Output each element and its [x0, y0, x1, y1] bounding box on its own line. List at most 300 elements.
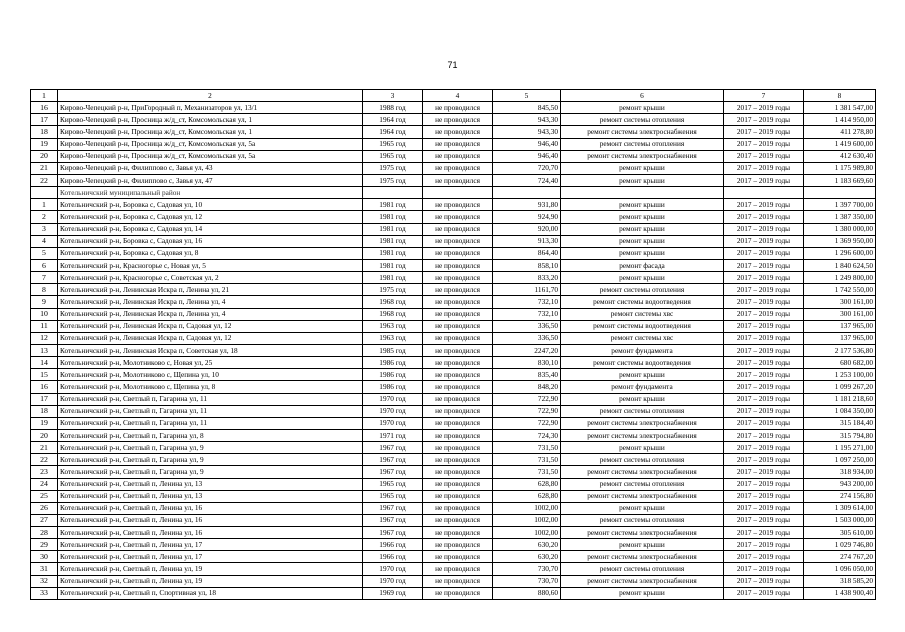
last-repair-cell: не проводился — [423, 454, 493, 466]
row-number-cell: 14 — [31, 357, 58, 369]
row-number-cell: 20 — [31, 150, 58, 162]
last-repair-cell: не проводился — [423, 150, 493, 162]
last-repair-cell: не проводился — [423, 259, 493, 271]
area-cell: 924,90 — [493, 211, 561, 223]
row-number-cell: 1 — [31, 199, 58, 211]
area-cell: 731,50 — [493, 466, 561, 478]
table-row — [31, 126, 876, 138]
period-cell: 2017 – 2019 годы — [724, 405, 804, 417]
period-cell: 2017 – 2019 годы — [724, 211, 804, 223]
row-number-cell: 17 — [31, 393, 58, 405]
period-cell: 2017 – 2019 годы — [724, 393, 804, 405]
table-row — [31, 138, 876, 150]
area-cell: 722,90 — [493, 393, 561, 405]
area-cell: 943,30 — [493, 114, 561, 126]
cost-cell: 315 794,80 — [804, 429, 876, 441]
cost-cell: 1 381 547,00 — [804, 102, 876, 114]
work-type-cell: ремонт крыши — [561, 162, 724, 174]
area-cell — [493, 187, 561, 199]
table-row — [31, 174, 876, 186]
area-cell: 845,50 — [493, 102, 561, 114]
build-year-cell: 1963 год — [363, 320, 423, 332]
area-cell: 848,20 — [493, 381, 561, 393]
last-repair-cell: не проводился — [423, 527, 493, 539]
section-header-row — [31, 187, 876, 199]
row-number-cell: 18 — [31, 405, 58, 417]
build-year-cell: 1967 год — [363, 527, 423, 539]
build-year-cell: 1985 год — [363, 344, 423, 356]
area-cell: 732,10 — [493, 308, 561, 320]
build-year-cell: 1963 год — [363, 332, 423, 344]
area-cell: 630,20 — [493, 539, 561, 551]
area-cell: 724,30 — [493, 429, 561, 441]
period-cell: 2017 – 2019 годы — [724, 138, 804, 150]
area-cell: 628,80 — [493, 478, 561, 490]
cost-cell: 1 253 100,00 — [804, 369, 876, 381]
address-cell: Котельничский р-н, Ленинская Искра п, Советская ул, 18 — [58, 344, 363, 356]
address-cell: Котельничский р-н, Светлый п, Ленина ул, 13 — [58, 478, 363, 490]
build-year-cell: 1981 год — [363, 259, 423, 271]
cost-cell: 1 096 050,00 — [804, 563, 876, 575]
row-number-cell: 16 — [31, 102, 58, 114]
work-type-cell: ремонт крыши — [561, 223, 724, 235]
cost-cell: 300 161,00 — [804, 296, 876, 308]
build-year-cell: 1968 год — [363, 308, 423, 320]
cost-cell: 300 161,00 — [804, 308, 876, 320]
work-type-cell: ремонт крыши — [561, 211, 724, 223]
work-type-cell: ремонт крыши — [561, 272, 724, 284]
area-cell: 2247,20 — [493, 344, 561, 356]
row-number-cell: 22 — [31, 454, 58, 466]
last-repair-cell: не проводился — [423, 405, 493, 417]
cost-cell: 1 840 624,50 — [804, 259, 876, 271]
last-repair-cell: не проводился — [423, 442, 493, 454]
area-cell: 732,10 — [493, 296, 561, 308]
work-type-cell: ремонт крыши — [561, 393, 724, 405]
build-year-cell: 1988 год — [363, 102, 423, 114]
build-year-cell: 1975 год — [363, 284, 423, 296]
work-type-cell: ремонт крыши — [561, 539, 724, 551]
last-repair-cell: не проводился — [423, 539, 493, 551]
last-repair-cell: не проводился — [423, 429, 493, 441]
work-type-cell: ремонт крыши — [561, 199, 724, 211]
work-type-cell: ремонт крыши — [561, 174, 724, 186]
table-row — [31, 235, 876, 247]
cost-cell: 1 175 989,80 — [804, 162, 876, 174]
cost-cell: 274 156,80 — [804, 490, 876, 502]
last-repair-cell: не проводился — [423, 211, 493, 223]
table-row — [31, 466, 876, 478]
work-type-cell: ремонт системы электроснабжения — [561, 575, 724, 587]
address-cell: Котельничский р-н, Молотниково с, Щепина ул, 10 — [58, 369, 363, 381]
area-cell: 1002,00 — [493, 514, 561, 526]
column-number-header: 1 — [31, 90, 58, 102]
period-cell: 2017 – 2019 годы — [724, 539, 804, 551]
build-year-cell: 1981 год — [363, 199, 423, 211]
area-cell: 864,40 — [493, 247, 561, 259]
row-number-cell: 26 — [31, 502, 58, 514]
period-cell: 2017 – 2019 годы — [724, 454, 804, 466]
row-number-cell: 31 — [31, 563, 58, 575]
table-row — [31, 102, 876, 114]
address-cell: Кирово-Чепецкий р-н, Филиппово с, Завья ул, 43 — [58, 162, 363, 174]
work-type-cell: ремонт крыши — [561, 102, 724, 114]
table-row — [31, 478, 876, 490]
last-repair-cell: не проводился — [423, 162, 493, 174]
area-cell: 1161,70 — [493, 284, 561, 296]
period-cell: 2017 – 2019 годы — [724, 478, 804, 490]
work-type-cell: ремонт фундамента — [561, 381, 724, 393]
cost-cell: 137 965,00 — [804, 332, 876, 344]
work-type-cell: ремонт крыши — [561, 235, 724, 247]
area-cell: 730,70 — [493, 575, 561, 587]
last-repair-cell — [423, 187, 493, 199]
build-year-cell: 1964 год — [363, 114, 423, 126]
table-row — [31, 454, 876, 466]
build-year-cell: 1971 год — [363, 429, 423, 441]
cost-cell: 1 029 746,80 — [804, 539, 876, 551]
last-repair-cell: не проводился — [423, 514, 493, 526]
work-type-cell: ремонт системы отопления — [561, 478, 724, 490]
work-type-cell: ремонт системы водоотведения — [561, 296, 724, 308]
cost-cell: 1 099 267,20 — [804, 381, 876, 393]
period-cell — [724, 187, 804, 199]
build-year-cell: 1986 год — [363, 357, 423, 369]
area-cell: 722,90 — [493, 405, 561, 417]
address-cell: Котельничский р-н, Ленинская Искра п, Садовая ул, 12 — [58, 332, 363, 344]
address-cell: Котельничский р-н, Светлый п, Ленина ул, 19 — [58, 575, 363, 587]
last-repair-cell: не проводился — [423, 575, 493, 587]
cost-cell: 137 965,00 — [804, 320, 876, 332]
cost-cell: 1 097 250,00 — [804, 454, 876, 466]
address-cell: Котельничский р-н, Красногорье с, Новая ул, 5 — [58, 259, 363, 271]
column-number-header: 2 — [58, 90, 363, 102]
period-cell: 2017 – 2019 годы — [724, 284, 804, 296]
build-year-cell: 1975 год — [363, 162, 423, 174]
area-cell: 731,50 — [493, 454, 561, 466]
period-cell: 2017 – 2019 годы — [724, 114, 804, 126]
build-year-cell: 1965 год — [363, 490, 423, 502]
repair-registry-table — [30, 89, 876, 600]
row-number-cell: 16 — [31, 381, 58, 393]
work-type-cell — [561, 187, 724, 199]
address-cell: Котельничский р-н, Светлый п, Гагарина ул, 11 — [58, 405, 363, 417]
table-body — [31, 90, 876, 600]
cost-cell: 1 438 900,40 — [804, 587, 876, 599]
period-cell: 2017 – 2019 годы — [724, 357, 804, 369]
row-number-cell: 3 — [31, 223, 58, 235]
period-cell: 2017 – 2019 годы — [724, 502, 804, 514]
row-number-cell: 10 — [31, 308, 58, 320]
table-row — [31, 442, 876, 454]
address-cell: Кирово-Чепецкий р-н, Просница ж/д_ст, Комсомольская ул, 1 — [58, 114, 363, 126]
column-number-header: 4 — [423, 90, 493, 102]
build-year-cell: 1965 год — [363, 138, 423, 150]
table-row — [31, 199, 876, 211]
cost-cell: 1 181 218,60 — [804, 393, 876, 405]
page-number: 71 — [447, 60, 458, 70]
build-year-cell: 1968 год — [363, 296, 423, 308]
row-number-cell: 12 — [31, 332, 58, 344]
last-repair-cell: не проводился — [423, 114, 493, 126]
table-row — [31, 150, 876, 162]
last-repair-cell: не проводился — [423, 393, 493, 405]
last-repair-cell: не проводился — [423, 272, 493, 284]
column-number-header: 8 — [804, 90, 876, 102]
table-row — [31, 527, 876, 539]
last-repair-cell: не проводился — [423, 466, 493, 478]
cost-cell: 1 419 600,00 — [804, 138, 876, 150]
last-repair-cell: не проводился — [423, 247, 493, 259]
work-type-cell: ремонт системы электроснабжения — [561, 527, 724, 539]
table-row — [31, 502, 876, 514]
work-type-cell: ремонт системы отопления — [561, 284, 724, 296]
address-cell: Котельничский р-н, Ленинская Искра п, Ленина ул, 4 — [58, 308, 363, 320]
table-row — [31, 575, 876, 587]
row-number-cell: 9 — [31, 296, 58, 308]
row-number-cell: 6 — [31, 259, 58, 271]
build-year-cell: 1975 год — [363, 174, 423, 186]
last-repair-cell: не проводился — [423, 320, 493, 332]
area-cell: 720,70 — [493, 162, 561, 174]
area-cell: 730,70 — [493, 563, 561, 575]
last-repair-cell: не проводился — [423, 417, 493, 429]
period-cell: 2017 – 2019 годы — [724, 174, 804, 186]
cost-cell: 1 084 350,00 — [804, 405, 876, 417]
build-year-cell: 1981 год — [363, 247, 423, 259]
period-cell: 2017 – 2019 годы — [724, 162, 804, 174]
build-year-cell: 1981 год — [363, 272, 423, 284]
area-cell: 630,20 — [493, 551, 561, 563]
work-type-cell: ремонт системы водоотведения — [561, 320, 724, 332]
table-row — [31, 308, 876, 320]
address-cell: Кирово-Чепецкий р-н, Просница ж/д_ст, Комсомольская ул, 1 — [58, 126, 363, 138]
work-type-cell: ремонт системы отопления — [561, 454, 724, 466]
row-number-cell: 20 — [31, 429, 58, 441]
address-cell: Котельничский р-н, Ленинская Искра п, Ленина ул, 21 — [58, 284, 363, 296]
row-number-cell: 7 — [31, 272, 58, 284]
period-cell: 2017 – 2019 годы — [724, 247, 804, 259]
work-type-cell: ремонт системы электроснабжения — [561, 417, 724, 429]
area-cell: 946,40 — [493, 150, 561, 162]
last-repair-cell: не проводился — [423, 357, 493, 369]
column-number-header: 7 — [724, 90, 804, 102]
build-year-cell — [363, 187, 423, 199]
work-type-cell: ремонт фундамента — [561, 344, 724, 356]
address-cell: Кирово-Чепецкий р-н, Просница ж/д_ст, Комсомольская ул, 5а — [58, 138, 363, 150]
work-type-cell: ремонт крыши — [561, 587, 724, 599]
address-cell: Котельничский р-н, Молотниково с, Щепина ул, 8 — [58, 381, 363, 393]
period-cell: 2017 – 2019 годы — [724, 381, 804, 393]
table-row — [31, 417, 876, 429]
cost-cell: 1 387 350,00 — [804, 211, 876, 223]
build-year-cell: 1964 год — [363, 126, 423, 138]
build-year-cell: 1970 год — [363, 405, 423, 417]
address-cell: Котельничский р-н, Светлый п, Гагарина ул, 9 — [58, 466, 363, 478]
table-row — [31, 490, 876, 502]
address-cell: Котельничский р-н, Светлый п, Ленина ул, 16 — [58, 502, 363, 514]
cost-cell: 318 585,20 — [804, 575, 876, 587]
row-number-cell: 32 — [31, 575, 58, 587]
build-year-cell: 1965 год — [363, 150, 423, 162]
cost-cell: 274 767,20 — [804, 551, 876, 563]
build-year-cell: 1970 год — [363, 563, 423, 575]
address-cell: Котельничский р-н, Боровка с, Садовая ул, 14 — [58, 223, 363, 235]
period-cell: 2017 – 2019 годы — [724, 466, 804, 478]
row-number-cell: 17 — [31, 114, 58, 126]
last-repair-cell: не проводился — [423, 284, 493, 296]
last-repair-cell: не проводился — [423, 502, 493, 514]
address-cell: Котельничский р-н, Светлый п, Гагарина ул, 8 — [58, 429, 363, 441]
cost-cell: 1 397 700,00 — [804, 199, 876, 211]
build-year-cell: 1986 год — [363, 369, 423, 381]
cost-cell: 1 296 600,00 — [804, 247, 876, 259]
work-type-cell: ремонт системы электроснабжения — [561, 429, 724, 441]
row-number-cell: 8 — [31, 284, 58, 296]
last-repair-cell: не проводился — [423, 369, 493, 381]
work-type-cell: ремонт системы электроснабжения — [561, 466, 724, 478]
row-number-cell: 5 — [31, 247, 58, 259]
row-number-cell: 30 — [31, 551, 58, 563]
column-number-header: 3 — [363, 90, 423, 102]
area-cell: 931,80 — [493, 199, 561, 211]
period-cell: 2017 – 2019 годы — [724, 272, 804, 284]
address-cell: Котельничский р-н, Светлый п, Гагарина ул, 9 — [58, 454, 363, 466]
period-cell: 2017 – 2019 годы — [724, 563, 804, 575]
table-row — [31, 587, 876, 599]
area-cell: 943,30 — [493, 126, 561, 138]
cost-cell: 315 184,40 — [804, 417, 876, 429]
table-row — [31, 284, 876, 296]
area-cell: 830,10 — [493, 357, 561, 369]
cost-cell: 1 380 000,00 — [804, 223, 876, 235]
area-cell: 835,40 — [493, 369, 561, 381]
period-cell: 2017 – 2019 годы — [724, 320, 804, 332]
table-header-row — [31, 90, 876, 102]
table-row — [31, 344, 876, 356]
row-number-cell: 11 — [31, 320, 58, 332]
address-cell: Кирово-Чепецкий р-н, Просница ж/д_ст, Комсомольская ул, 5а — [58, 150, 363, 162]
address-cell: Котельничский р-н, Светлый п, Ленина ул, 17 — [58, 551, 363, 563]
row-number-cell: 18 — [31, 126, 58, 138]
address-cell: Котельничский р-н, Боровка с, Садовая ул, 12 — [58, 211, 363, 223]
address-cell: Котельничский р-н, Светлый п, Гагарина ул, 11 — [58, 393, 363, 405]
row-number-cell: 25 — [31, 490, 58, 502]
work-type-cell: ремонт системы электроснабжения — [561, 551, 724, 563]
work-type-cell: ремонт системы электроснабжения — [561, 126, 724, 138]
table-row — [31, 539, 876, 551]
address-cell: Котельничский р-н, Светлый п, Ленина ул, 16 — [58, 514, 363, 526]
work-type-cell: ремонт крыши — [561, 369, 724, 381]
table-row — [31, 320, 876, 332]
row-number-cell: 29 — [31, 539, 58, 551]
cost-cell — [804, 187, 876, 199]
period-cell: 2017 – 2019 годы — [724, 369, 804, 381]
period-cell: 2017 – 2019 годы — [724, 442, 804, 454]
last-repair-cell: не проводился — [423, 126, 493, 138]
address-cell: Котельничский р-н, Светлый п, Спортивная ул, 18 — [58, 587, 363, 599]
table-row — [31, 296, 876, 308]
address-cell: Котельничский р-н, Светлый п, Гагарина ул, 9 — [58, 442, 363, 454]
build-year-cell: 1970 год — [363, 575, 423, 587]
last-repair-cell: не проводился — [423, 381, 493, 393]
cost-cell: 412 630,40 — [804, 150, 876, 162]
last-repair-cell: не проводился — [423, 102, 493, 114]
table-row — [31, 551, 876, 563]
period-cell: 2017 – 2019 годы — [724, 199, 804, 211]
work-type-cell: ремонт крыши — [561, 247, 724, 259]
address-cell: Кирово-Чепецкий р-н, ПриГородный п, Механизаторов ул, 13/1 — [58, 102, 363, 114]
row-number-cell: 19 — [31, 138, 58, 150]
area-cell: 913,30 — [493, 235, 561, 247]
section-title-cell: Котельничский муниципальный район — [58, 187, 363, 199]
table-row — [31, 429, 876, 441]
cost-cell: 411 278,80 — [804, 126, 876, 138]
build-year-cell: 1967 год — [363, 442, 423, 454]
address-cell: Кирово-Чепецкий р-н, Филиппово с, Завья ул, 47 — [58, 174, 363, 186]
last-repair-cell: не проводился — [423, 308, 493, 320]
last-repair-cell: не проводился — [423, 490, 493, 502]
table-row — [31, 259, 876, 271]
last-repair-cell: не проводился — [423, 296, 493, 308]
work-type-cell: ремонт системы отопления — [561, 405, 724, 417]
row-number-cell: 19 — [31, 417, 58, 429]
period-cell: 2017 – 2019 годы — [724, 514, 804, 526]
work-type-cell: ремонт системы водоотведения — [561, 357, 724, 369]
period-cell: 2017 – 2019 годы — [724, 223, 804, 235]
table-row — [31, 114, 876, 126]
address-cell: Котельничский р-н, Светлый п, Ленина ул, 16 — [58, 527, 363, 539]
period-cell: 2017 – 2019 годы — [724, 417, 804, 429]
period-cell: 2017 – 2019 годы — [724, 259, 804, 271]
address-cell: Котельничский р-н, Светлый п, Ленина ул, 13 — [58, 490, 363, 502]
table-row — [31, 272, 876, 284]
build-year-cell: 1969 год — [363, 587, 423, 599]
period-cell: 2017 – 2019 годы — [724, 344, 804, 356]
address-cell: Котельничский р-н, Боровка с, Садовая ул, 8 — [58, 247, 363, 259]
cost-cell: 1 503 000,00 — [804, 514, 876, 526]
period-cell: 2017 – 2019 годы — [724, 429, 804, 441]
area-cell: 336,50 — [493, 332, 561, 344]
work-type-cell: ремонт системы электроснабжения — [561, 150, 724, 162]
area-cell: 1002,00 — [493, 527, 561, 539]
build-year-cell: 1981 год — [363, 235, 423, 247]
build-year-cell: 1967 год — [363, 454, 423, 466]
work-type-cell: ремонт крыши — [561, 502, 724, 514]
address-cell: Котельничский р-н, Светлый п, Гагарина ул, 11 — [58, 417, 363, 429]
column-number-header: 6 — [561, 90, 724, 102]
table-row — [31, 357, 876, 369]
period-cell: 2017 – 2019 годы — [724, 587, 804, 599]
cost-cell: 1 309 614,00 — [804, 502, 876, 514]
row-number-cell: 4 — [31, 235, 58, 247]
work-type-cell: ремонт системы отопления — [561, 514, 724, 526]
area-cell: 722,90 — [493, 417, 561, 429]
cost-cell: 2 177 536,80 — [804, 344, 876, 356]
work-type-cell: ремонт системы отопления — [561, 114, 724, 126]
build-year-cell: 1966 год — [363, 551, 423, 563]
table-row — [31, 381, 876, 393]
area-cell: 920,00 — [493, 223, 561, 235]
last-repair-cell: не проводился — [423, 174, 493, 186]
area-cell: 724,40 — [493, 174, 561, 186]
period-cell: 2017 – 2019 годы — [724, 332, 804, 344]
work-type-cell: ремонт фасада — [561, 259, 724, 271]
area-cell: 336,50 — [493, 320, 561, 332]
last-repair-cell: не проводился — [423, 551, 493, 563]
last-repair-cell: не проводился — [423, 344, 493, 356]
table-row — [31, 514, 876, 526]
